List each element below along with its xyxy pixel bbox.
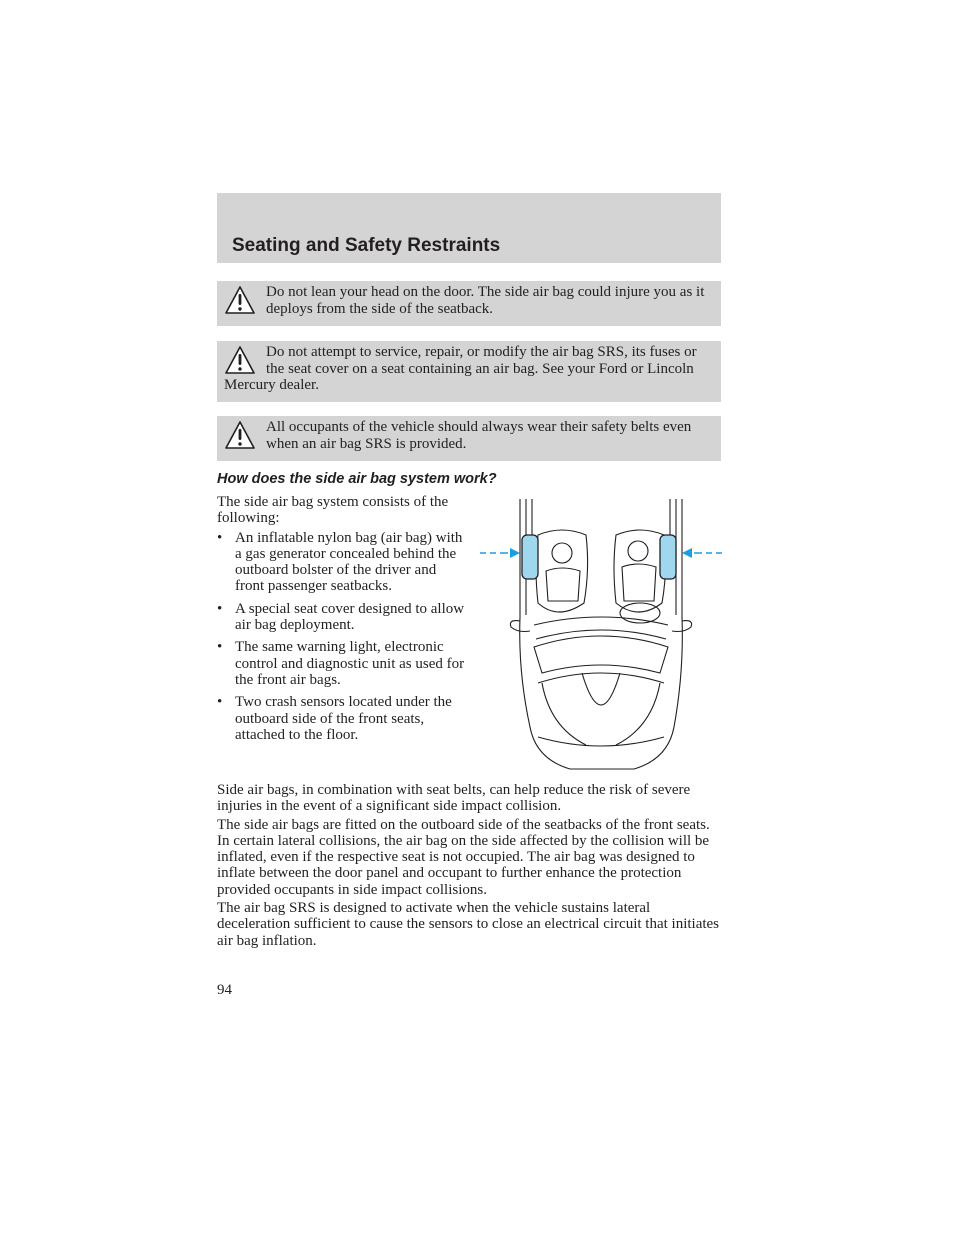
intro-text: The side air bag system consists of the following: xyxy=(217,494,449,527)
warning-box-3 xyxy=(217,416,721,461)
warning-text: Do not lean your head on the door. The side air bag could injure you as it deploys from the side of the seatback. xyxy=(266,284,705,317)
warning-triangle-icon xyxy=(224,420,256,450)
page-number: 94 xyxy=(217,982,232,998)
impact-arrows xyxy=(480,548,722,558)
warning-triangle-icon xyxy=(224,285,256,315)
body-text xyxy=(217,782,721,951)
list-item: • A special seat cover designed to allow air bag deployment. xyxy=(217,600,465,634)
section-header-band xyxy=(217,193,721,263)
list-item: • Two crash sensors located under the outboard side of the front seats, attached to the floor. xyxy=(217,694,452,743)
paragraph: Side air bags, in combination with seat belts, can help reduce the risk of severe injuries in the event of a significant side impact collision. xyxy=(217,782,691,815)
driver-side-airbag xyxy=(522,535,538,579)
bullet: • xyxy=(217,600,223,617)
component-list xyxy=(217,530,467,744)
warning-triangle-icon xyxy=(224,345,256,375)
warning-box-1 xyxy=(217,281,721,326)
list-item: • An inflatable nylon bag (air bag) with a gas generator concealed behind the outboard bolster of the driver and front passenger seatbacks. xyxy=(217,529,463,595)
paragraph: The air bag SRS is designed to activate when the vehicle sustains lateral deceleration sufficient to cause the sensors to close an electrical circuit that initiates air bag inflation. xyxy=(217,900,720,949)
page-title: Seating and Safety Restraints xyxy=(232,235,501,256)
section-heading: How does the side air bag system work? xyxy=(217,471,497,487)
side-airbag-illustration xyxy=(478,497,724,777)
passenger-side-airbag xyxy=(660,535,676,579)
left-column xyxy=(217,494,467,749)
paragraph: The side air bags are fitted on the outboard side of the seatbacks of the front seats. In certain lateral collisions, the air bag on the side affected by the collision will be inflated, even if the respective seat is not occupied. The air bag was designed to inflate between the door panel and occupant to further enhance the protection provided occupants in side impact collisions. xyxy=(217,816,710,898)
list-item: • The same warning light, electronic control and diagnostic unit as used for the front air bags. xyxy=(217,639,465,688)
warning-text: Do not attempt to service, repair, or modify the air bag SRS, its fuses or the seat cover on a seat containing an air bag. See your Ford or Lincoln Mercury dealer. xyxy=(224,344,697,394)
bullet: • xyxy=(217,529,223,546)
warning-text: All occupants of the vehicle should always wear their safety belts even when an air bag SRS is provided. xyxy=(266,419,692,452)
car-top-view-diagram xyxy=(478,497,724,777)
bullet: • xyxy=(217,694,223,711)
bullet: • xyxy=(217,639,223,656)
warning-box-2 xyxy=(217,341,721,402)
